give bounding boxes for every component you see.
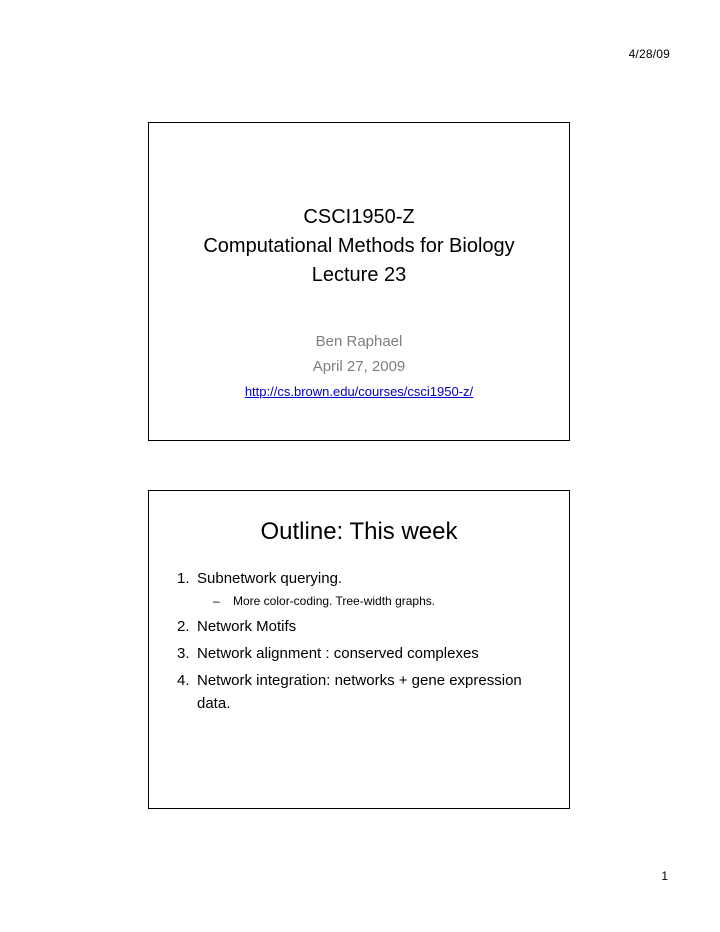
item-number: 4. [177,672,190,689]
item-number: 1. [177,570,190,587]
sub-item-text: More color-coding. Tree-width graphs. [233,594,436,608]
title-block [149,203,569,290]
author-block [149,329,569,404]
item-text: Network Motifs [197,618,297,635]
outline-item [177,669,553,715]
outline-title: Outline: This week [260,518,458,545]
outline-list [177,567,553,719]
outline-item [177,615,553,638]
item-text: Network alignment : conserved complexes [197,645,479,662]
course-url-link[interactable]: http://cs.brown.edu/courses/csci1950-z/ [244,384,474,399]
sub-item-dash: – [213,594,220,608]
outline-item [177,642,553,665]
item-number: 2. [177,618,190,635]
item-number: 3. [177,645,190,662]
course-code: CSCI1950-Z [303,206,415,228]
outline-sub-item [213,591,553,611]
page-date: 4/28/09 [628,47,670,61]
item-text: Network integration: networks + gene expression data. [197,672,522,712]
lecture-number: Lecture 23 [311,264,407,286]
title-slide [148,122,570,441]
page-number: 1 [661,869,668,883]
outline-slide [148,490,570,809]
outline-item [177,567,553,611]
lecture-date: April 27, 2009 [312,358,406,375]
course-title: Computational Methods for Biology [203,235,515,257]
item-text: Subnetwork querying. [197,570,343,587]
author-name: Ben Raphael [315,333,403,350]
